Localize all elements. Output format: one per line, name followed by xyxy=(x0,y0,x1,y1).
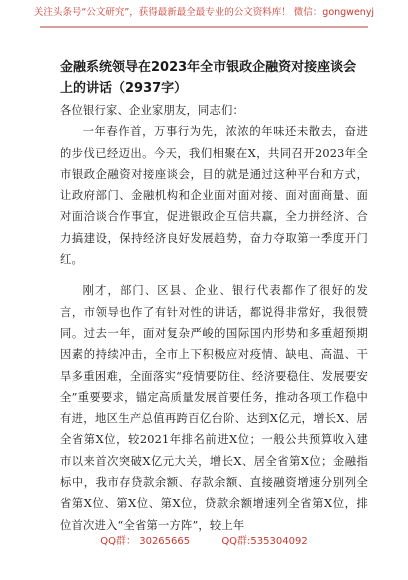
header-banner: 关注头条号“公文研究”，获得最新最全最专业的公文资料库！ 微信：gongwenyj xyxy=(33,7,375,18)
paragraph-1: 一年春作首，万事行为先，浓浓的年味还未散去，奋进的步伐已经迈出。今天，我们相聚在X，共同召开2023年全市银政企融资对接座谈会，目的就是通过这种平台和方式，让政府部门、金融机构和企业面对面对接、面对面商量、面对面洽谈合作事宜，促进银政企互信共赢，全力拼经济、合力搞建设，保持经济良好发展趋势，奋力夺取第一季度开门红。 xyxy=(60,125,368,267)
footer-contact xyxy=(0,532,408,547)
footer-qq-2: QQ群:535304092 xyxy=(221,536,308,547)
salutation: 各位银行家、企业家朋友，同志们： xyxy=(60,104,244,117)
document-body xyxy=(60,100,368,536)
paragraph-2: 刚才，部门、区县、企业、银行代表都作了很好的发言，市领导也作了有针对性的讲话，都说得非常好，我很赞同。过去一年，面对复杂严峻的国际国内形势和多重超预期因素的持续冲击，全市上下积极应对疫情、缺电、高温、干旱多重困难，全面落实“疫情要防住、经济要稳住、发展要安全”重要要求，锚定高质量发展首要任务，推动各项工作稳中有进，地区生产总值再跨百亿台阶、达到X亿元，增长X、居全省第X位，较2021年排名前进X位；一般公共预算收入建市以来首次突破X亿元大关，增长X、居全省第X位；金融指标中，我市存贷款余额、存款余额、直接融资增速分别列全省第X位、第X位、第X位，贷款余额增速列全省第X位，排位首次进入“全省第一方阵”，较上年 xyxy=(60,284,368,532)
document-title: 金融系统领导在2023年全市银政企融资对接座谈会上的讲话（2937字） xyxy=(60,60,357,96)
header-divider xyxy=(40,26,368,28)
footer-qq-1: QQ群： 30265665 xyxy=(100,536,191,547)
